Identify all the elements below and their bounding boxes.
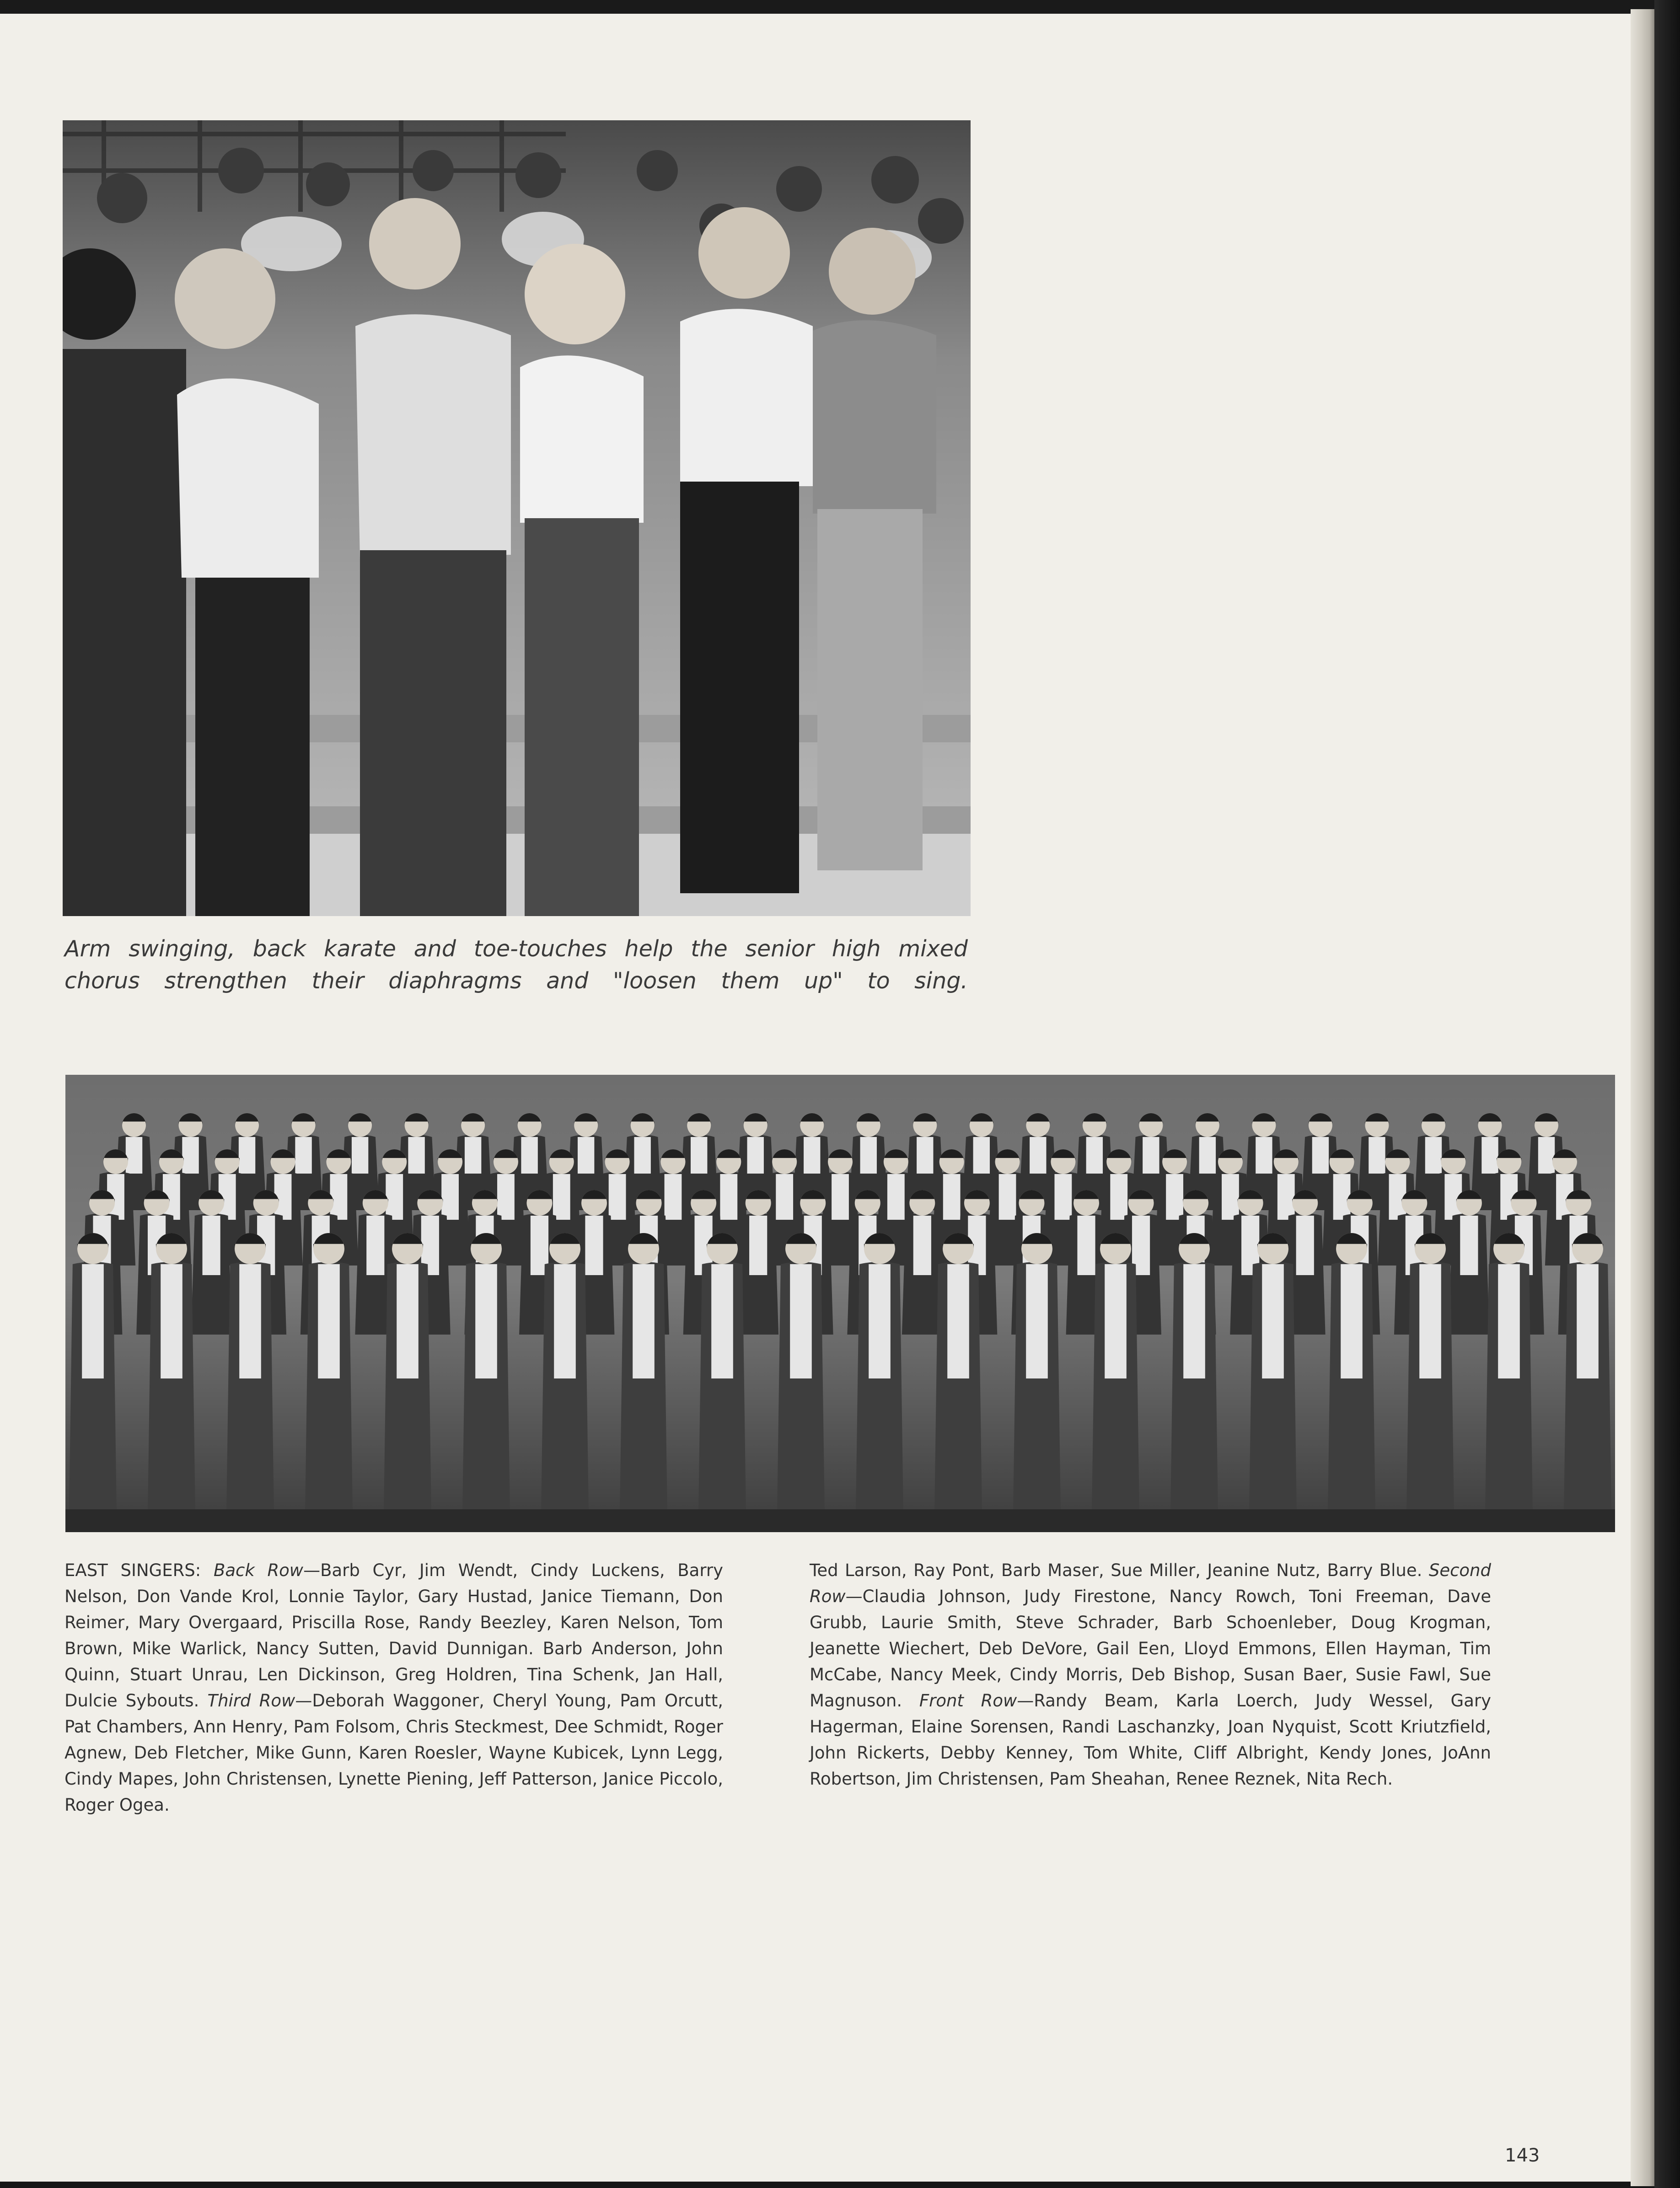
- book-binding: [1654, 0, 1680, 2188]
- front-row-label: Front Row: [919, 1691, 1017, 1711]
- photo-caption: [64, 933, 968, 997]
- scan-top-border: [0, 0, 1680, 14]
- back-row-names: —Barb Cyr, Jim Wendt, Cindy Luckens, Barry Nelson, Don Vande Krol, Lonnie Taylor, Gary Hustad, Janice Tiemann, Don Reimer, Mary Overgaard, Priscilla Rose, Randy Beezley, Karen Nelson, Tom Brown, Mike Warlick, Nancy Sutten, David Dunnigan. Barb Anderson, John Quinn, Stuart Unrau, Len Dickinson, Greg Holdren, Tina Schenk, Jan Hall, Dulcie Sybouts.: [64, 1561, 724, 1711]
- page-edge-stack: [1631, 9, 1654, 2186]
- caption-line-1: Arm swinging, back karate and toe-touches help the senior high mixed: [64, 936, 968, 962]
- names-heading: EAST SINGERS:: [64, 1561, 201, 1580]
- third-row-names: —Deborah Waggoner, Cheryl Young, Pam Orcutt, Pat Chambers, Ann Henry, Pam Folsom, Chris Steckmest, Dee Schmidt, Roger Agnew, Deb Fletcher, Mike Gunn, Karen Roesler, Wayne Kubicek, Lynn Legg, Cindy Mapes, John Christensen, Lynette Piening, Jeff Patterson, Janice Piccolo, Roger Ogea.: [64, 1691, 723, 1815]
- page-number: 143: [1505, 2145, 1540, 2166]
- back-row-label: Back Row: [213, 1561, 304, 1580]
- third-row-names-continued: Ted Larson, Ray Pont, Barb Maser, Sue Miller, Jeanine Nutz, Barry Blue.: [810, 1561, 1422, 1580]
- east-singers-group-photo: [65, 1075, 1615, 1532]
- names-column-left: [64, 1557, 723, 1818]
- chorus-warmup-photo: [63, 120, 971, 916]
- names-column-right: [810, 1557, 1491, 1792]
- third-row-label: Third Row: [207, 1691, 295, 1711]
- second-row-names: —Claudia Johnson, Judy Firestone, Nancy Rowch, Toni Freeman, Dave Grubb, Laurie Smith, Steve Schrader, Barb Schoenleber, Doug Krogman, Jeanette Wiechert, Deb DeVore, Gail Een, Lloyd Emmons, Ellen Hayman, Tim McCabe, Nancy Meek, Cindy Morris, Deb Bishop, Susan Baer, Susie Fawl, Sue Magnuson.: [810, 1587, 1491, 1711]
- caption-line-2: chorus strengthen their diaphragms and "loosen them up" to sing.: [64, 968, 968, 994]
- front-row-names: —Randy Beam, Karla Loerch, Judy Wessel, Gary Hagerman, Elaine Sorensen, Randi Laschanzky, Joan Nyquist, Scott Kriutzfield, John Rickerts, Debby Kenney, Tom White, Cliff Albright, Kendy Jones, JoAnn Robertson, Jim Christensen, Pam Sheahan, Renee Reznek, Nita Rech.: [810, 1691, 1491, 1789]
- second-row-label: Second Row: [810, 1561, 1491, 1606]
